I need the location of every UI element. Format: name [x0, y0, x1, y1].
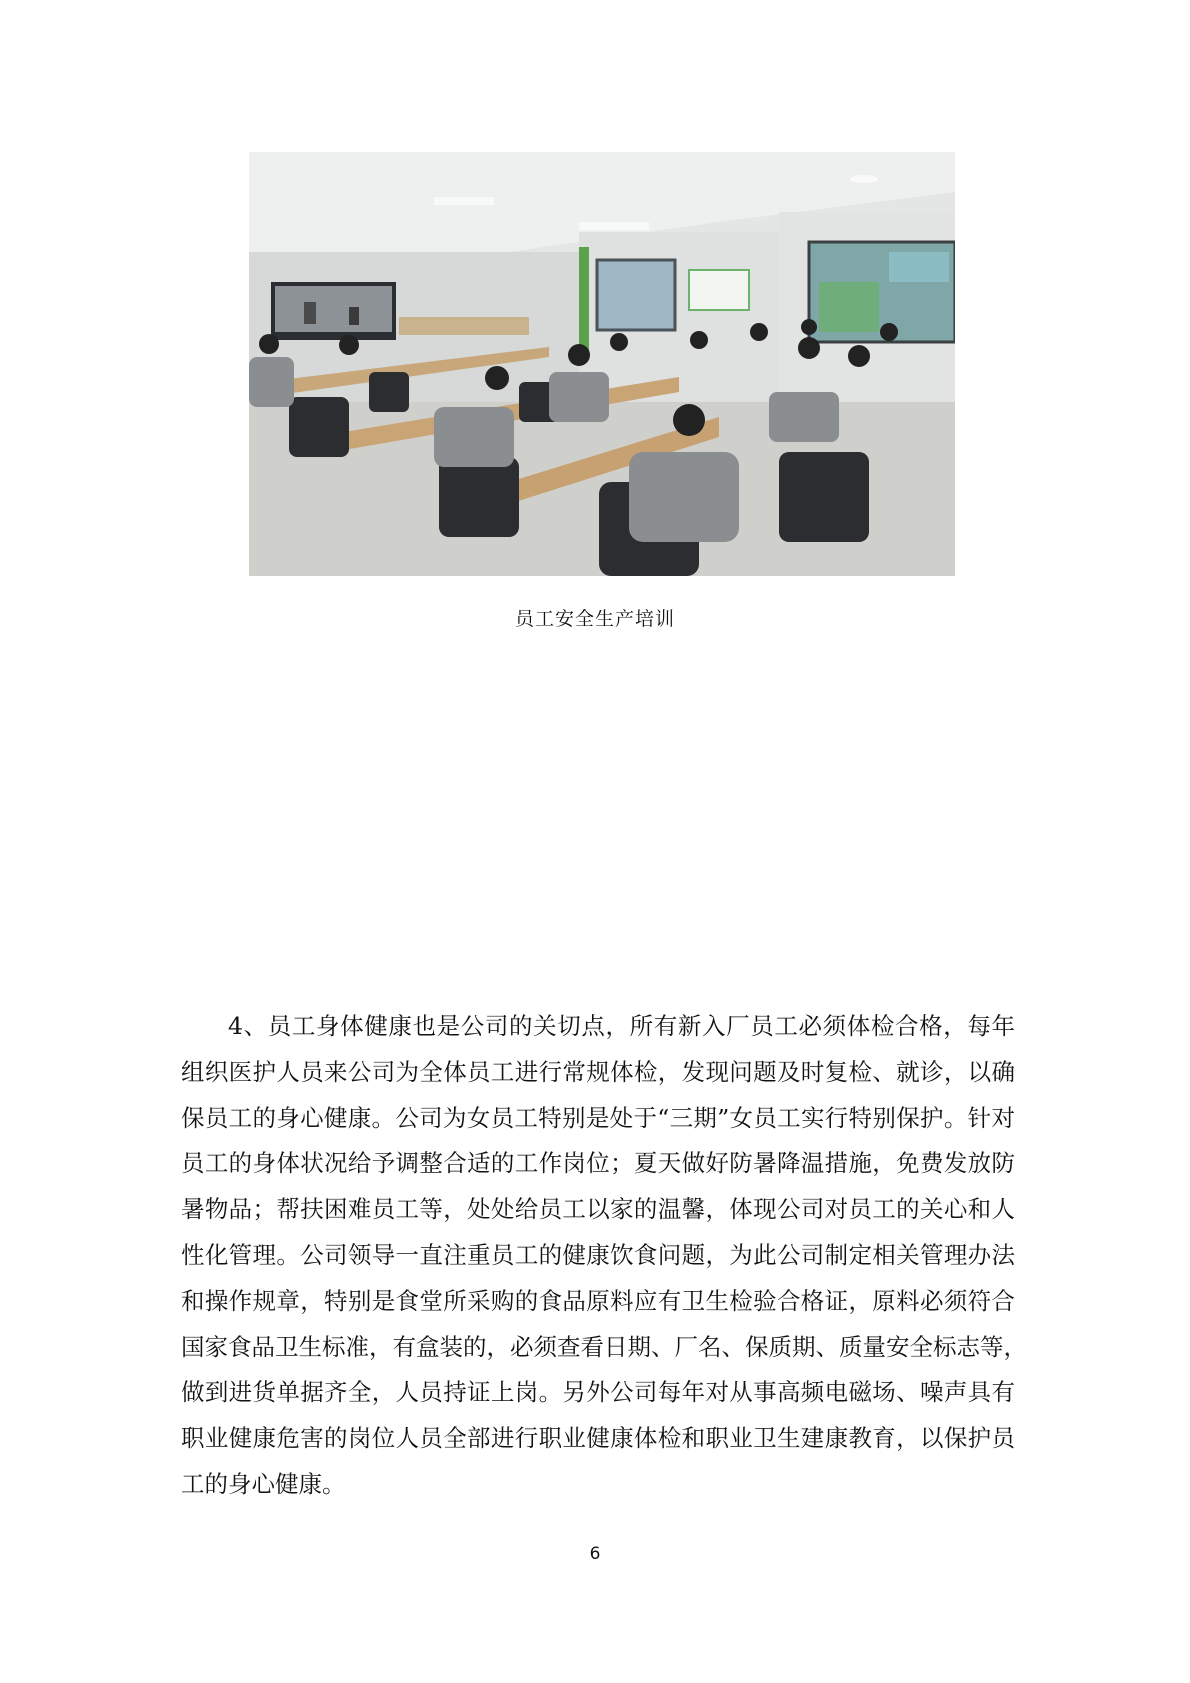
- text-line: 性化管理。公司领导一直注重员工的健康饮食问题，为此公司制定相关管理办法: [181, 1240, 1015, 1269]
- photo-caption: 员工安全生产培训: [514, 608, 675, 630]
- text-line: 工的身心健康。: [181, 1469, 346, 1498]
- page-number: 6: [589, 1544, 601, 1564]
- text-line: 4、员工身体健康也是公司的关切点，所有新入厂员工必须体检合格，每年: [228, 1012, 1015, 1040]
- body-paragraph: [181, 1004, 1027, 1508]
- text-line: 保员工的身心健康。公司为女员工特别是处于“三期”女员工实行特别保护。针对: [181, 1103, 1015, 1132]
- text-line: 职业健康危害的岗位人员全部进行职业健康体检和职业卫生建康教育，以保护员: [181, 1424, 1015, 1453]
- training-photo: [249, 152, 955, 576]
- text-line: 和操作规章，特别是食堂所采购的食品原料应有卫生检验合格证，原料必须符合: [181, 1286, 1015, 1315]
- text-line: 组织医护人员来公司为全体员工进行常规体检，发现问题及时复检、就诊，以确: [181, 1057, 1015, 1086]
- text-line: 国家食品卫生标准，有盒装的，必须查看日期、厂名、保质期、质量安全标志等，: [181, 1332, 1027, 1361]
- text-line: 做到进货单据齐全，人员持证上岗。另外公司每年对从事高频电磁场、噪声具有: [181, 1378, 1015, 1407]
- text-line: 员工的身体状况给予调整合适的工作岗位；夏天做好防暑降温措施，免费发放防: [181, 1149, 1015, 1178]
- text-line: 暑物品；帮扶困难员工等，处处给员工以家的温馨，体现公司对员工的关心和人: [181, 1195, 1015, 1224]
